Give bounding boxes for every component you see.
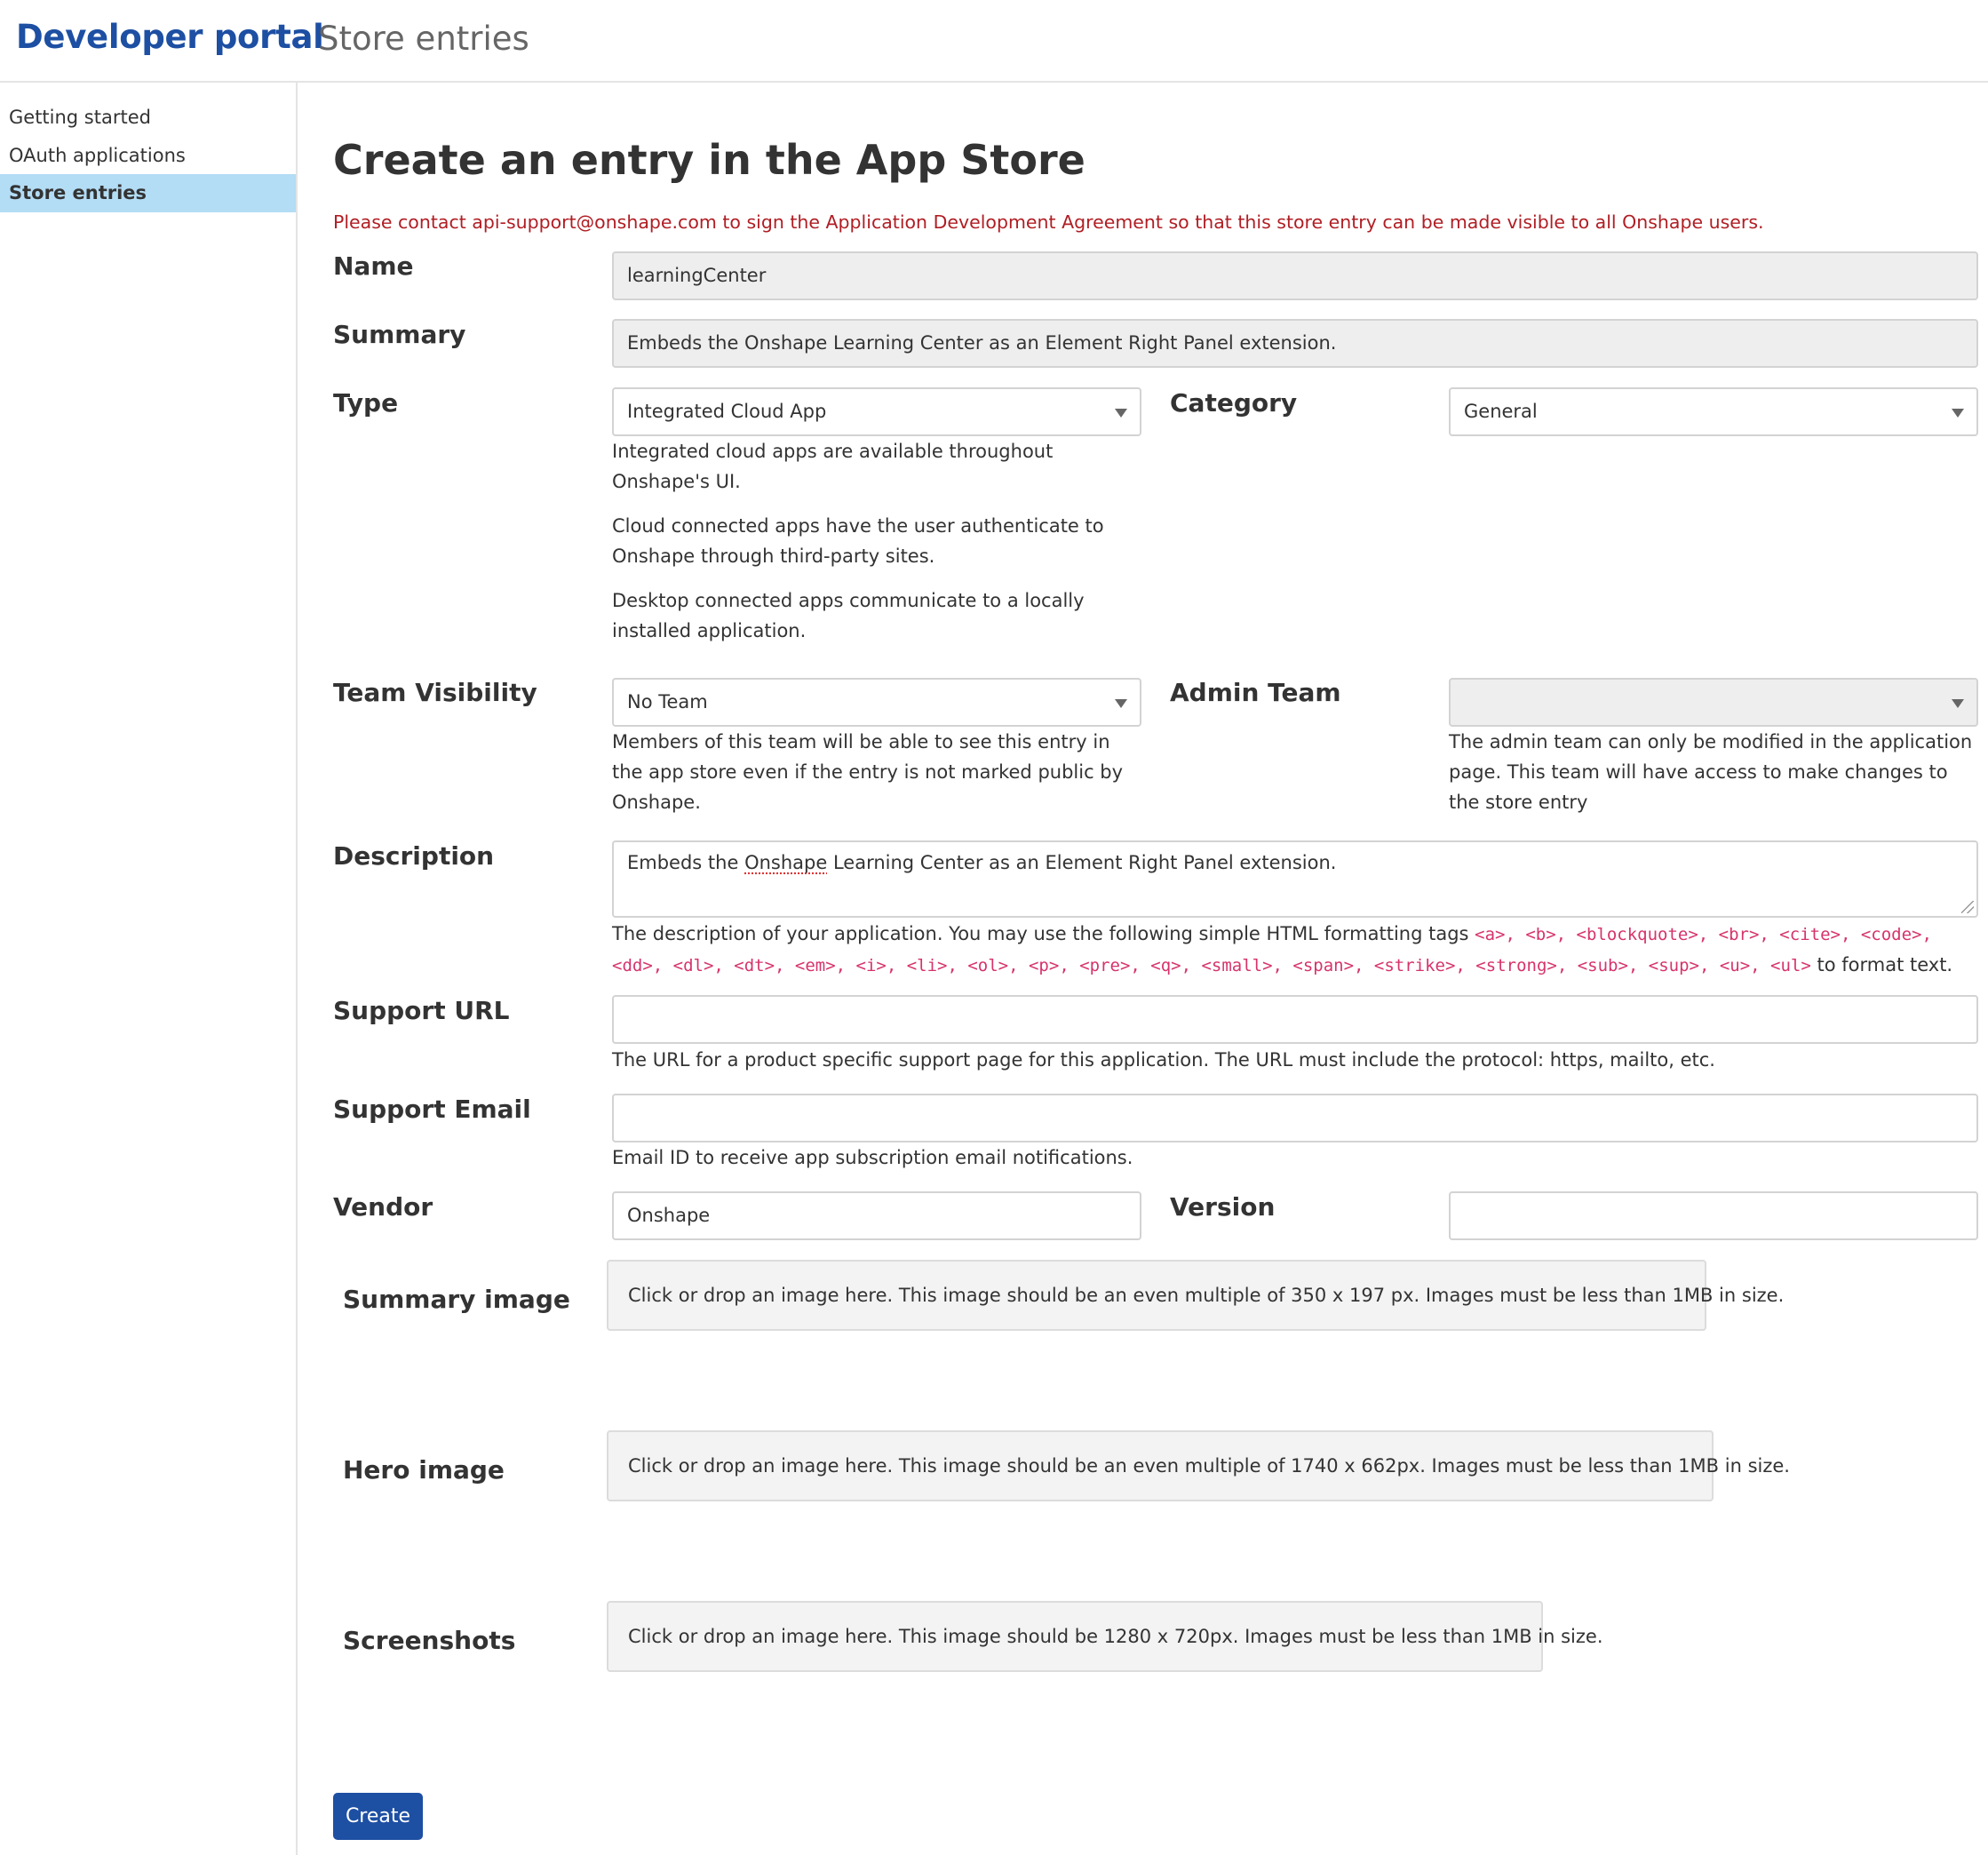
support-email-help: Email ID to receive app subscription email notifications. xyxy=(612,1147,1133,1168)
category-select-value: General xyxy=(1464,401,1538,422)
category-select[interactable] xyxy=(1449,387,1978,436)
support-url-help: The URL for a product specific support page for this application. The URL must include the protocol: https, mailto, etc. xyxy=(612,1049,1715,1071)
allowed-html-tags: <a>, <b>, <blockquote>, <br>, <cite>, <code>, <dd>, <dl>, <dt>, <em>, <i>, <li>, <ol>, <p>, <pre>, <q>, <small>, <span>, <strike>, <strong>, <sub>, <sup>, <u>, <ul> xyxy=(612,925,1932,975)
type-help-integrated: Integrated cloud apps are available throughout Onshape's UI. xyxy=(612,441,1054,492)
support-url-input[interactable] xyxy=(612,995,1978,1044)
version-label: Version xyxy=(1170,1192,1276,1222)
hero-image-label: Hero image xyxy=(343,1455,505,1485)
sidebar-item-oauth-applications[interactable]: OAuth applications xyxy=(9,145,186,166)
top-bar xyxy=(0,0,1988,83)
category-label: Category xyxy=(1170,388,1298,418)
support-email-input[interactable] xyxy=(612,1094,1978,1142)
name-field[interactable]: learningCenter xyxy=(612,251,1978,300)
screenshots-label: Screenshots xyxy=(343,1626,516,1655)
type-select-value: Integrated Cloud App xyxy=(627,401,827,422)
name-label: Name xyxy=(333,251,414,281)
team-visibility-label: Team Visibility xyxy=(333,678,537,707)
description-help-intro: The description of your application. You may use the following simple HTML formatting tags xyxy=(612,923,1475,944)
summary-image-dropzone[interactable]: Click or drop an image here. This image should be an even multiple of 350 x 197 px. Images must be less than 1MB in size. xyxy=(607,1260,1706,1331)
sidebar xyxy=(0,83,298,1855)
summary-label: Summary xyxy=(333,320,466,349)
admin-team-select xyxy=(1449,678,1978,727)
spellcheck-flagged-word: Onshape xyxy=(744,852,828,873)
page-heading: Store entries xyxy=(318,20,529,58)
team-visibility-select-value: No Team xyxy=(627,691,708,713)
brand-link[interactable]: Developer portal xyxy=(16,18,324,56)
description-help xyxy=(612,919,1984,981)
sidebar-item-store-entries[interactable]: Store entries xyxy=(0,174,296,212)
type-help-cloud-connected: Cloud connected apps have the user authenticate to Onshape through third-party sites. xyxy=(612,515,1104,567)
description-text-start: Embeds the xyxy=(627,852,745,873)
type-label: Type xyxy=(333,388,399,418)
description-textarea[interactable] xyxy=(612,840,1978,918)
create-button[interactable]: Create xyxy=(333,1793,423,1840)
page-title: Create an entry in the App Store xyxy=(333,136,1085,184)
sidebar-item-getting-started[interactable]: Getting started xyxy=(9,107,151,128)
vendor-input[interactable]: Onshape xyxy=(612,1191,1141,1240)
type-help-desktop-connected: Desktop connected apps communicate to a locally installed application. xyxy=(612,590,1085,641)
agreement-notice: Please contact api-support@onshape.com to sign the Application Development Agreement so that this store entry can be made visible to all Onshape users. xyxy=(333,211,1764,233)
support-url-label: Support URL xyxy=(333,996,510,1025)
vendor-label: Vendor xyxy=(333,1192,433,1222)
summary-image-label: Summary image xyxy=(343,1285,570,1314)
description-label: Description xyxy=(333,841,495,871)
screenshots-dropzone[interactable]: Click or drop an image here. This image should be 1280 x 720px. Images must be less than 1MB in size. xyxy=(607,1601,1543,1672)
admin-team-help: The admin team can only be modified in the application page. This team will have access to make changes to the store entry xyxy=(1449,731,1973,813)
description-text-end: Learning Center as an Element Right Panel extension. xyxy=(827,852,1337,873)
support-email-label: Support Email xyxy=(333,1095,531,1124)
description-help-outro: to format text. xyxy=(1810,954,1953,975)
summary-field[interactable]: Embeds the Onshape Learning Center as an Element Right Panel extension. xyxy=(612,319,1978,368)
version-input[interactable] xyxy=(1449,1191,1978,1240)
team-visibility-select[interactable] xyxy=(612,678,1141,727)
admin-team-label: Admin Team xyxy=(1170,678,1341,707)
hero-image-dropzone[interactable]: Click or drop an image here. This image should be an even multiple of 1740 x 662px. Images must be less than 1MB in size. xyxy=(607,1430,1714,1501)
resize-handle[interactable] xyxy=(1961,901,1974,913)
type-select[interactable] xyxy=(612,387,1141,436)
team-visibility-help: Members of this team will be able to see this entry in the app store even if the entry is not marked public by Onshape. xyxy=(612,731,1124,813)
